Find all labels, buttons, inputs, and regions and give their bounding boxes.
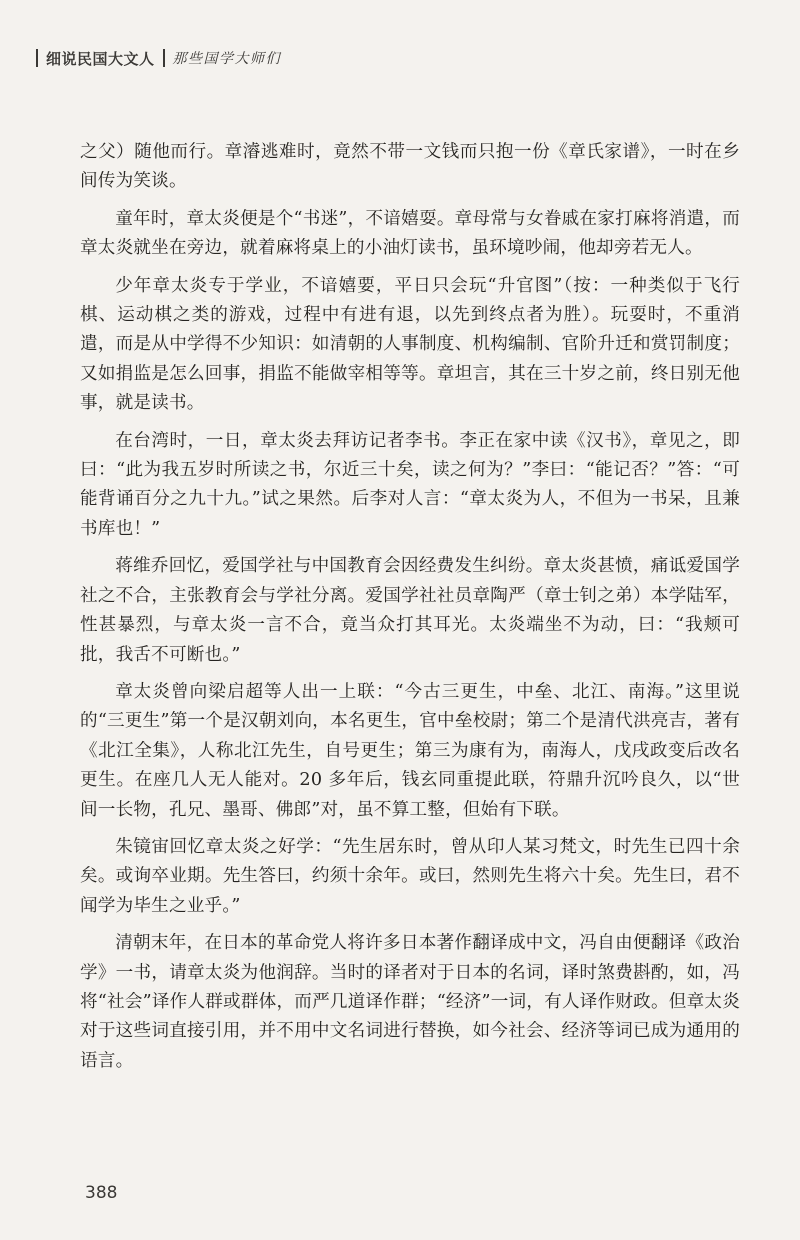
paragraph: 清朝末年，在日本的革命党人将许多日本著作翻译成中文，冯自由便翻译《政治学》一书，请章太炎为他润辞。当时的译者对于日本的名词，译时煞费斟酌，如，冯将“社会”译作人群或群体，而严几道译作群；“经济”一词，有人译作财政。但章太炎对于这些词直接引用，并不用中文名词进行替换，如今社会、经济等词已成为通用的语言。 bbox=[80, 933, 740, 1071]
paragraph: 章太炎曾向梁启超等人出一上联：“今古三更生，中垒、北江、南海。”这里说的“三更生”第一个是汉朝刘向，本名更生，官中垒校尉；第二个是清代洪亮吉，著有《北江全集》，人称北江先生，自号更生；第三为康有为，南海人，戊戌政变后改名更生。在座几人无人能对。20 多年后，钱玄同重提此联，符鼎升沉吟良久，以“世间一长物，孔兄、墨哥、佛郎”对，虽不算工整，但始有下联。 bbox=[80, 681, 740, 820]
chapter-title: 那些国学大师们 bbox=[172, 51, 282, 67]
page-body bbox=[80, 138, 740, 1084]
paragraph: 在台湾时，一日，章太炎去拜访记者李书。李正在家中读《汉书》，章见之，即曰：“此为我五岁时所读之书，尔近三十矣，读之何为？”李曰：“能记否？”答：“可能背诵百分之九十九。”试之果然。后李对人言：“章太炎为人，不但为一书呆，且兼书库也！” bbox=[80, 430, 740, 539]
paragraph: 朱镜宙回忆章太炎之好学：“先生居东时，曾从印人某习梵文，时先生已四十余矣。或询卒业期。先生答曰，约须十余年。或曰，然则先生将六十矣。先生曰，君不闻学为毕生之业乎。” bbox=[80, 836, 740, 916]
paragraph: 童年时，章太炎便是个“书迷”，不谙嬉耍。章母常与女眷戚在家打麻将消遣，而章太炎就坐在旁边，就着麻将桌上的小油灯读书，虽环境吵闹，他却旁若无人。 bbox=[80, 208, 740, 259]
paragraph: 少年章太炎专于学业，不谙嬉要，平日只会玩“升官图”（按：一种类似于飞行棋、运动棋之类的游戏，过程中有进有退，以先到终点者为胜）。玩耍时，不重消遣，而是从中学得不少知识：如清朝的人事制度、机构编制、官阶升迁和赏罚制度；又如捐监是怎么回事，捐监不能做宰相等等。章坦言，其在三十岁之前，终日别无他事，就是读书。 bbox=[80, 275, 740, 414]
page-number: 388 bbox=[85, 1183, 118, 1203]
header-divider bbox=[36, 49, 38, 67]
book-title: 细说民国大文人 bbox=[46, 49, 155, 68]
header-divider bbox=[163, 49, 165, 67]
paragraph: 蒋维乔回忆，爱国学社与中国教育会因经费发生纠纷。章太炎甚愤，痛诋爱国学社之不合，主张教育会与学社分离。爱国学社社员章陶严（章士钊之弟）本学陆军，性甚暴烈，与章太炎一言不合，竟当众打其耳光。太炎端坐不为动，曰：“我颊可批，我舌不可断也。” bbox=[80, 556, 740, 665]
running-header bbox=[28, 46, 281, 70]
paragraph: 之父）随他而行。章濬逃难时，竟然不带一文钱而只抱一份《章氏家谱》，一时在乡间传为笑谈。 bbox=[80, 142, 740, 192]
